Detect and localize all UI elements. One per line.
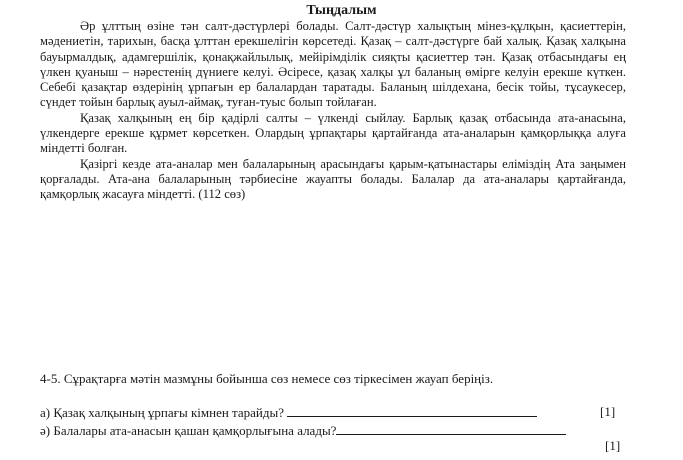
worksheet-title: Тыңдалым <box>306 3 377 18</box>
listening-passage <box>40 19 626 203</box>
passage-paragraph: Қазақ халқының ең бір қадірлі салты – үлкенді сыйлау. Барлық қазақ отбасында ата-анасына, үлкендерге ерекше құрмет көрсеткен. Олардың ұрпақтары қартайғанда ата-аналарын қамқорлыққа алуға міндетті болған. <box>40 110 626 156</box>
answer-b-line[interactable] <box>336 422 566 435</box>
passage-paragraph: Әр ұлттың өзіне тән салт-дәстүрлері болады. Салт-дәстүр халықтың мінез-құлқын, қасиеттерін, мәдениетін, тарихын, басқа ұлттан ерекшелігін көрсетеді. Қазақ – салт-дәстүрге бай халық. Қазақ халқына бауырмалдық, адамгершілік, қонақжайлылық, мейірімділік сияқты қасиеттер тән. Қазақ отбасындағы ең үлкен қуаныш – нәрестенің дүниеге келуі. Әсіресе, қазақ халқы ұл баланың өміргe келуін ерекше күткен. Себебі қазақтар өздерінің ұрпағын ер балалардан таратады. Баланың шілдехана, бесік тойы, тұсаукесер, сүндет тойын барлық ауыл-аймақ, туған-туыс болып тойлаған. <box>40 19 626 110</box>
question-a-mark: [1] <box>600 404 616 419</box>
question-a <box>40 404 537 421</box>
question-b-mark: [1] <box>605 438 621 453</box>
passage-paragraph: Қазіргі кезде ата-аналар мен балаларының арасындағы қарым-қатынастары елімiздің Ата заңымен қорғалады. Ата-ана балаларының тәрбиесіне жауапты болады. Балалар да ата-аналары қартайғанда, қамқорлық жасауға міндетті. (112 сөз) <box>40 156 626 202</box>
answer-a-line[interactable] <box>287 404 537 417</box>
question-b-text: ә) Балалары ата-анасын қашан қамқорлығына алады? <box>40 423 337 438</box>
question-a-text: а) Қазақ халқының ұрпағы кімнен тарайды? <box>40 405 288 420</box>
task-instruction: 4-5. Сұрақтарға мәтін мазмұны бойынша сөз немесе сөз тіркесімен жауап беріңіз. <box>40 371 494 386</box>
question-b <box>40 422 566 439</box>
